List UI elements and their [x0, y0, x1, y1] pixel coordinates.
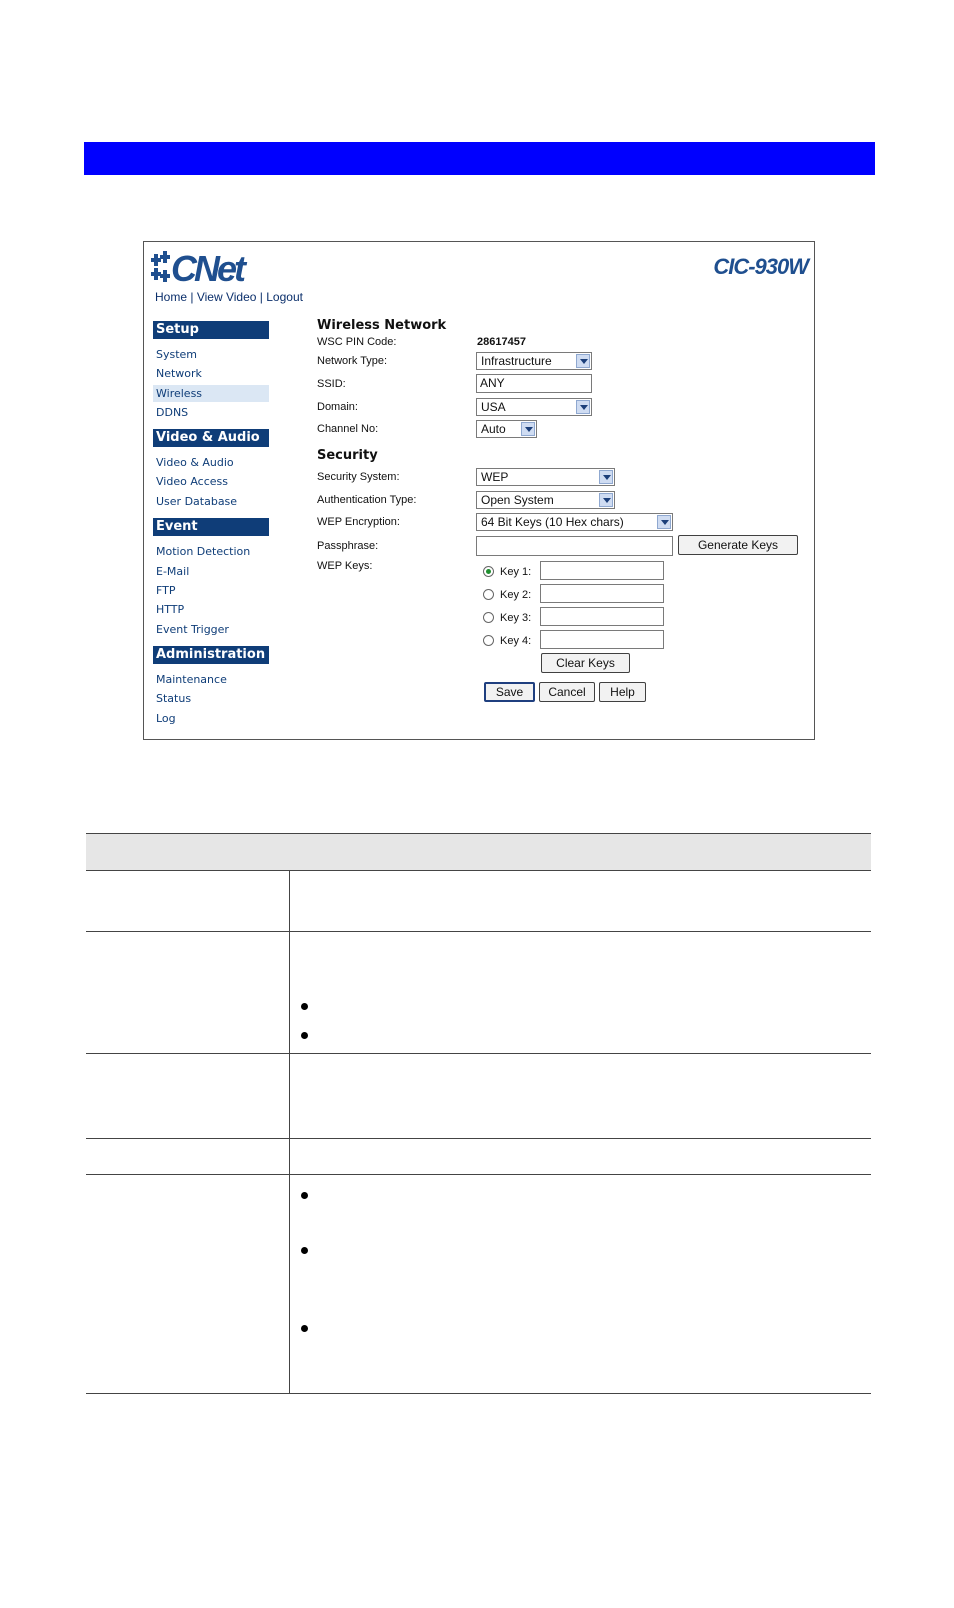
- menu-item-event-trigger[interactable]: Event Trigger: [156, 623, 229, 636]
- row-divider: [86, 1053, 871, 1054]
- camera-config-screenshot: [143, 241, 815, 740]
- menu-item-network[interactable]: Network: [156, 367, 202, 380]
- menu-item-video-audio[interactable]: Video & Audio: [156, 456, 234, 469]
- key1-label: Key 1:: [500, 566, 532, 578]
- row-divider: [86, 931, 871, 932]
- menu-item-user-database[interactable]: User Database: [156, 495, 238, 508]
- wep-encryption-select[interactable]: [476, 513, 673, 531]
- column-divider: [289, 871, 290, 1394]
- section-header-bar: [84, 142, 875, 175]
- wep-encryption-value: 64 Bit Keys (10 Hex chars): [481, 515, 624, 529]
- menu-item-wireless[interactable]: Wireless: [153, 385, 269, 402]
- security-title: Security: [317, 448, 378, 463]
- auth-type-value: Open System: [481, 493, 554, 507]
- auth-type-label: Authentication Type:: [317, 494, 417, 506]
- key1-radio[interactable]: [483, 566, 494, 577]
- view-video-link[interactable]: View Video: [196, 290, 257, 304]
- channel-select[interactable]: [476, 420, 537, 438]
- cnet-logo: [151, 248, 291, 288]
- key1-input[interactable]: [540, 561, 664, 580]
- ssid-label: SSID:: [317, 378, 346, 390]
- key2-radio[interactable]: [483, 589, 494, 600]
- key2-label: Key 2:: [500, 589, 532, 601]
- wep-keys-label: WEP Keys:: [317, 560, 373, 572]
- menu-item-motion-detection[interactable]: Motion Detection: [156, 545, 251, 558]
- logout-link[interactable]: Logout: [266, 290, 303, 304]
- generate-keys-button[interactable]: Generate Keys: [678, 535, 798, 555]
- passphrase-label: Passphrase:: [317, 540, 379, 552]
- cancel-button[interactable]: Cancel: [539, 682, 595, 702]
- key3-input[interactable]: [540, 607, 664, 626]
- security-system-label: Security System:: [317, 471, 400, 483]
- save-button[interactable]: Save: [484, 682, 535, 702]
- link-separator: |: [259, 290, 263, 304]
- help-button[interactable]: Help: [599, 682, 646, 702]
- menu-item-ftp[interactable]: FTP: [156, 584, 176, 597]
- row-divider: [86, 1174, 871, 1175]
- key2-input[interactable]: [540, 584, 664, 603]
- chevron-down-icon: [521, 422, 535, 436]
- key4-input[interactable]: [540, 630, 664, 649]
- logo-text: CNet: [171, 248, 244, 288]
- menu-item-email[interactable]: E-Mail: [156, 565, 190, 578]
- domain-label: Domain:: [317, 401, 358, 413]
- menu-item-maintenance[interactable]: Maintenance: [156, 673, 227, 686]
- menu-item-ddns[interactable]: DDNS: [156, 406, 189, 419]
- top-links: [155, 290, 303, 304]
- chevron-down-icon: [599, 470, 613, 484]
- key4-label: Key 4:: [500, 635, 532, 647]
- menu-item-log[interactable]: Log: [156, 712, 176, 725]
- menu-item-http[interactable]: HTTP: [156, 603, 185, 616]
- network-type-value: Infrastructure: [481, 354, 552, 368]
- wsc-pin-value: 28617457: [477, 336, 526, 348]
- menu-item-system[interactable]: System: [156, 348, 198, 361]
- bullet-icon: [301, 1247, 308, 1254]
- menu-item-video-access[interactable]: Video Access: [156, 475, 228, 488]
- bullet-icon: [301, 1325, 308, 1332]
- network-type-label: Network Type:: [317, 355, 388, 367]
- domain-value: USA: [481, 400, 506, 414]
- auth-type-select[interactable]: [476, 491, 615, 509]
- key4-radio[interactable]: [483, 635, 494, 646]
- table-header: [86, 833, 871, 871]
- wireless-network-title: Wireless Network: [317, 318, 447, 333]
- menu-item-status[interactable]: Status: [156, 692, 192, 705]
- menu-section-event: Event: [153, 518, 269, 536]
- bullet-icon: [301, 1032, 308, 1039]
- link-separator: |: [190, 290, 194, 304]
- channel-value: Auto: [481, 422, 506, 436]
- row-divider: [86, 1138, 871, 1139]
- chevron-down-icon: [599, 493, 613, 507]
- menu-section-administration: Administration: [153, 646, 269, 664]
- model-name: CIC-930W: [713, 254, 808, 279]
- clear-keys-button[interactable]: Clear Keys: [541, 653, 630, 673]
- chevron-down-icon: [657, 515, 671, 529]
- chevron-down-icon: [576, 354, 590, 368]
- ssid-input[interactable]: ANY: [476, 374, 592, 393]
- menu-section-video-audio: Video & Audio: [153, 429, 269, 447]
- channel-label: Channel No:: [317, 423, 379, 435]
- security-system-select[interactable]: [476, 468, 615, 486]
- menu-section-setup: Setup: [153, 321, 269, 339]
- network-type-select[interactable]: [476, 352, 592, 370]
- passphrase-input[interactable]: [476, 536, 673, 556]
- table-bottom-border: [86, 1393, 871, 1394]
- chevron-down-icon: [576, 400, 590, 414]
- wep-encryption-label: WEP Encryption:: [317, 516, 400, 528]
- home-link[interactable]: Home: [155, 290, 188, 304]
- wsc-pin-label: WSC PIN Code:: [317, 336, 397, 348]
- bullet-icon: [301, 1192, 308, 1199]
- key3-radio[interactable]: [483, 612, 494, 623]
- bullet-icon: [301, 1003, 308, 1010]
- security-system-value: WEP: [481, 470, 509, 484]
- key3-label: Key 3:: [500, 612, 532, 624]
- domain-select[interactable]: [476, 398, 592, 416]
